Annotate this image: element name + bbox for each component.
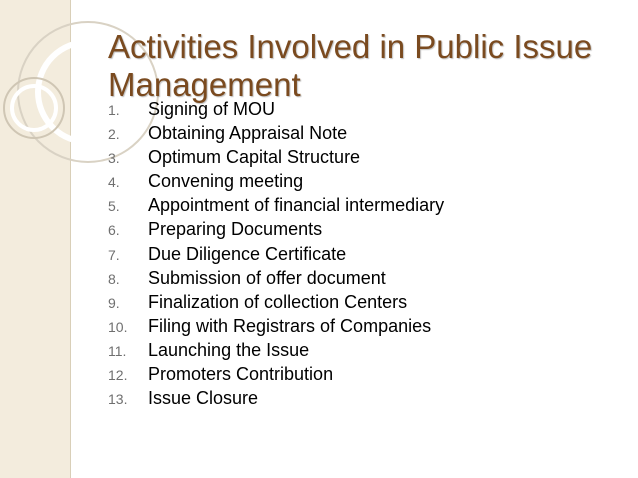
item-number: 10. (108, 318, 128, 335)
item-number: 8. (108, 270, 120, 287)
list-item (108, 388, 608, 412)
item-number: 6. (108, 222, 120, 239)
list-item (108, 171, 608, 195)
list-item (108, 268, 608, 292)
list-item (108, 99, 608, 123)
item-text: Due Diligence Certificate (148, 243, 347, 264)
list-item (108, 147, 608, 171)
item-text: Obtaining Appraisal Note (148, 123, 348, 144)
item-text: Signing of MOU (148, 99, 276, 119)
list-item (108, 292, 608, 316)
item-number: 12. (108, 367, 128, 384)
item-number: 3. (108, 150, 120, 167)
list-item (108, 364, 608, 388)
item-number: 11. (108, 342, 127, 359)
item-number: 5. (108, 198, 120, 215)
item-text: Convening meeting (148, 171, 304, 192)
item-text: Promoters Contribution (148, 364, 334, 385)
list-item (108, 195, 608, 219)
slide-title: Activities Involved in Public Issue Management (108, 28, 593, 103)
item-number: 1. (108, 102, 120, 118)
list-item (108, 244, 608, 268)
item-number: 2. (108, 126, 120, 143)
item-number: 7. (108, 246, 120, 263)
item-text: Issue Closure (148, 388, 259, 409)
item-number: 13. (108, 391, 128, 408)
activity-list (108, 99, 608, 412)
item-text: Launching the Issue (148, 339, 310, 360)
list-item (108, 340, 608, 364)
item-text: Preparing Documents (148, 219, 323, 240)
item-text: Finalization of collection Centers (148, 291, 408, 312)
side-band (0, 0, 71, 478)
item-number: 4. (108, 174, 120, 191)
item-text: Submission of offer document (148, 267, 386, 288)
list-item (108, 219, 608, 243)
item-text: Optimum Capital Structure (148, 147, 361, 168)
item-number: 9. (108, 294, 120, 311)
list-item (108, 316, 608, 340)
list-item (108, 123, 608, 147)
item-text: Appointment of financial intermediary (148, 195, 445, 216)
item-text: Filing with Registrars of Companies (148, 315, 432, 336)
